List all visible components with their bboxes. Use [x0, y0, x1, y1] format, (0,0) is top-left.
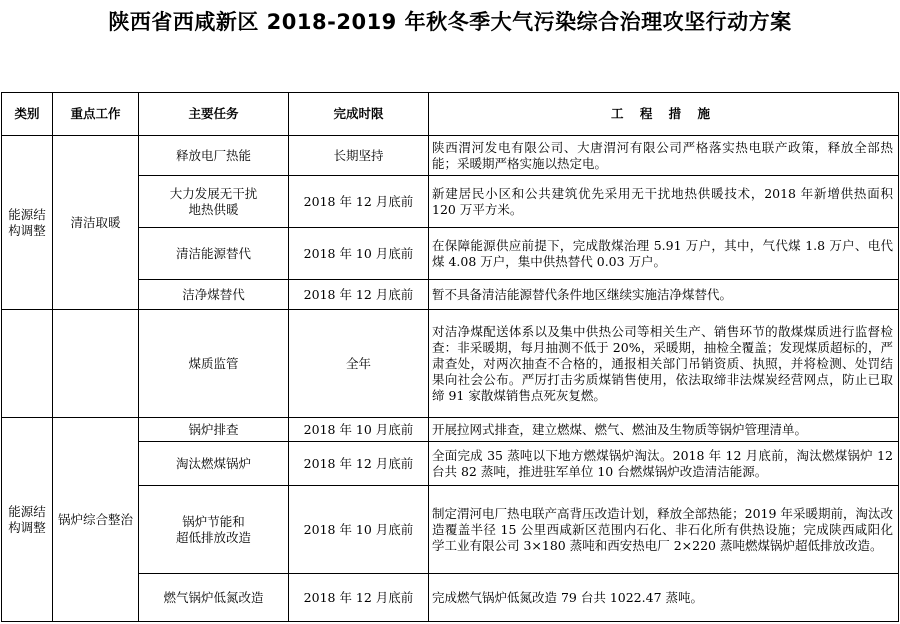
deadline-cell: 2018 年 12 月底前 — [289, 176, 429, 228]
plan-table — [1, 92, 899, 622]
measures-cell: 制定渭河电厂热电联产高背压改造计划，释放全部热能；2019 年采暖期前，淘汰改造覆盖半径 15 公里西咸新区范围内石化、非石化所有供热设施；完成陕西咸阳化学工业有限公司 3×180 蒸吨和西安热电厂 2×220 蒸吨燃煤锅炉超低排放改造。 — [429, 486, 899, 574]
category-cell: 能源结 构调整 — [2, 418, 53, 622]
deadline-cell: 全年 — [289, 310, 429, 418]
measures-cell: 全面完成 35 蒸吨以下地方燃煤锅炉淘汰。2018 年 12 月底前，淘汰燃煤锅炉 12 台共 82 蒸吨，推进驻军单位 10 台燃煤锅炉改造清洁能源。 — [429, 442, 899, 486]
measures-cell: 在保障能源供应前提下，完成散煤治理 5.91 万户，其中，气代煤 1.8 万户、电代煤 4.08 万户，集中供热替代 0.03 万户。 — [429, 228, 899, 280]
deadline-cell: 2018 年 10 月底前 — [289, 418, 429, 442]
table-header-row — [2, 93, 899, 136]
category-cell: 能源结 构调整 — [2, 136, 53, 310]
deadline-cell: 长期坚持 — [289, 136, 429, 176]
table-row — [2, 136, 899, 176]
task-cell: 洁净煤替代 — [139, 280, 289, 310]
deadline-cell: 2018 年 10 月底前 — [289, 486, 429, 574]
table-row — [2, 418, 899, 442]
task-cell: 燃气锅炉低氮改造 — [139, 574, 289, 622]
header-measures: 工 程 措 施 — [429, 93, 899, 136]
deadline-cell: 2018 年 12 月底前 — [289, 442, 429, 486]
task-cell: 锅炉节能和 超低排放改造 — [139, 486, 289, 574]
task-cell: 大力发展无干扰 地热供暖 — [139, 176, 289, 228]
measures-cell: 暂不具备清洁能源替代条件地区继续实施洁净煤替代。 — [429, 280, 899, 310]
key-work-cell: 清洁取暖 — [53, 136, 139, 310]
measures-cell: 开展拉网式排查，建立燃煤、燃气、燃油及生物质等锅炉管理清单。 — [429, 418, 899, 442]
deadline-cell: 2018 年 12 月底前 — [289, 280, 429, 310]
measures-cell: 完成燃气锅炉低氮改造 79 台共 1022.47 蒸吨。 — [429, 574, 899, 622]
header-key-work: 重点工作 — [53, 93, 139, 136]
measures-cell: 新建居民小区和公共建筑优先采用无干扰地热供暖技术，2018 年新增供热面积 120 万平方米。 — [429, 176, 899, 228]
deadline-cell: 2018 年 12 月底前 — [289, 574, 429, 622]
key-work-cell: 锅炉综合整治 — [53, 418, 139, 622]
deadline-cell: 2018 年 10 月底前 — [289, 228, 429, 280]
task-cell: 淘汰燃煤锅炉 — [139, 442, 289, 486]
document-title: 陕西省西咸新区 2018-2019 年秋冬季大气污染综合治理攻坚行动方案 — [108, 10, 792, 34]
key-work-cell-empty — [53, 310, 139, 418]
measures-cell: 对洁净煤配送体系以及集中供热公司等相关生产、销售环节的散煤煤质进行监督检查：非采暖期，每月抽测不低于 20%，采暖期，抽检全覆盖；发现煤质超标的，严肃查处，对两次抽查不合格的，通报相关部门吊销资质、执照，并将检测、处罚结果向社会公布。严厉打击劣质煤销售使用，依法取缔非法煤炭经营网点，防止已取缔 91 家散煤销售点死灰复燃。 — [429, 310, 899, 418]
header-category: 类别 — [2, 93, 53, 136]
header-main-task: 主要任务 — [139, 93, 289, 136]
header-deadline: 完成时限 — [289, 93, 429, 136]
category-cell-empty — [2, 310, 53, 418]
task-cell: 清洁能源替代 — [139, 228, 289, 280]
measures-cell: 陕西渭河发电有限公司、大唐渭河有限公司严格落实热电联产政策，释放全部热能；采暖期严格实施以热定电。 — [429, 136, 899, 176]
task-cell: 锅炉排查 — [139, 418, 289, 442]
table-row — [2, 310, 899, 418]
task-cell: 释放电厂热能 — [139, 136, 289, 176]
task-cell: 煤质监管 — [139, 310, 289, 418]
